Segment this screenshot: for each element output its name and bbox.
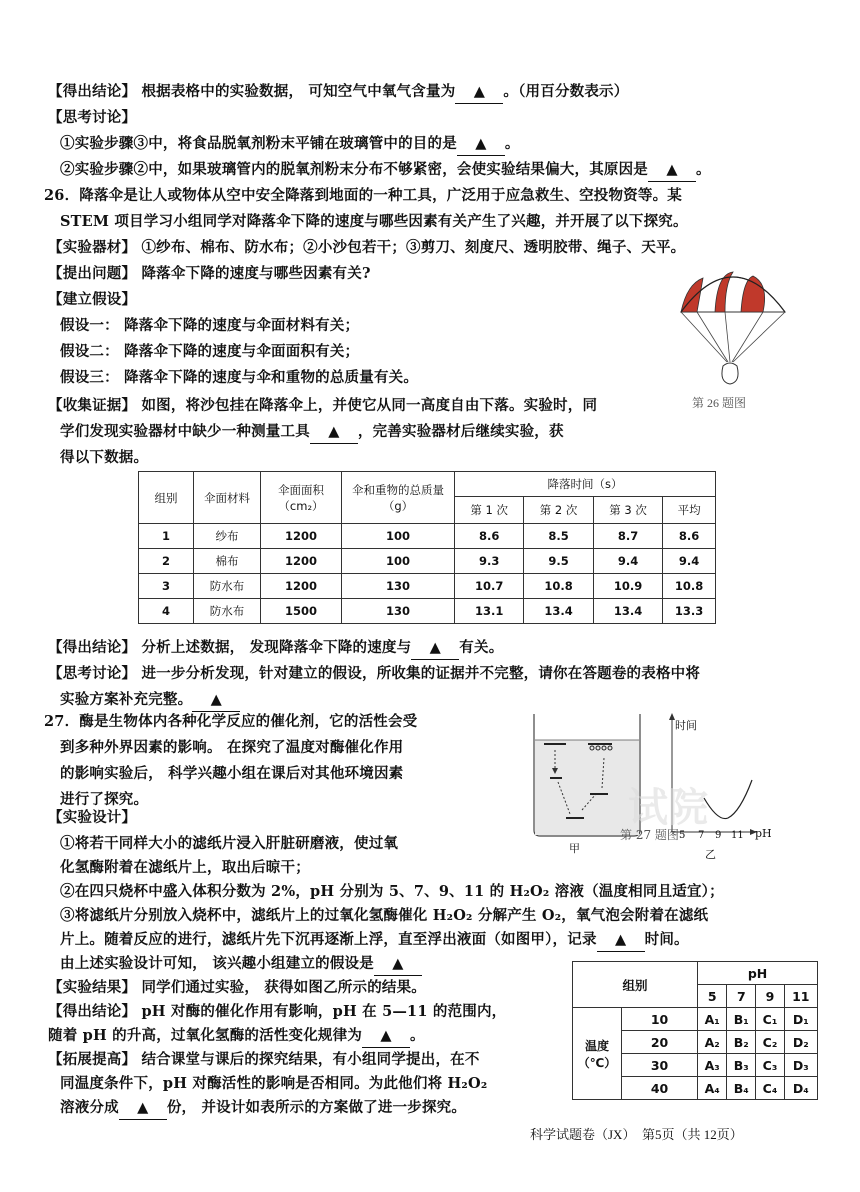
cell: 100	[342, 549, 455, 574]
cell: 10.9	[593, 574, 662, 599]
cell: 130	[342, 574, 455, 599]
cell: 4	[139, 599, 194, 624]
ph-value: 11	[784, 985, 817, 1008]
answer-blank[interactable]: ▲	[457, 133, 505, 156]
cell: C₂	[756, 1031, 784, 1054]
header-mass: 伞和重物的总质量（g）	[342, 472, 455, 524]
line: 由上述实验设计可知， 该兴趣小组建立的假设是 ▲	[60, 953, 422, 976]
cell: 3	[139, 574, 194, 599]
cell: 13.3	[663, 599, 716, 624]
answer-blank[interactable]: ▲	[119, 1097, 167, 1120]
cell: 棉布	[194, 549, 261, 574]
line: 学们发现实验器材中缺少一种测量工具 ▲ ，完善实验器材后继续实验，获	[60, 421, 564, 444]
tick-label: 11	[731, 830, 744, 841]
line: 假设二： 降落伞下降的速度与伞面面积有关；	[60, 343, 360, 360]
ph-value: 9	[756, 985, 784, 1008]
line: 片上。随着反应的进行，滤纸片先下沉再逐渐上浮，直至浮出液面（如图甲），记录 ▲ 时间。	[60, 929, 689, 952]
cell: 8.6	[455, 524, 524, 549]
cell: 纱布	[194, 524, 261, 549]
cell: B₄	[727, 1077, 756, 1100]
watermark: 试院	[628, 784, 708, 831]
question-26: 26．降落伞是让人或物体从空中安全降落到地面的一种工具，广泛用于应急救生、空投物资等。某	[44, 187, 682, 204]
tick-label: 5	[679, 830, 686, 841]
line: 得以下数据。	[60, 449, 149, 466]
line: STEM 项目学习小组同学对降落伞下降的速度与哪些因素有关产生了兴趣，并开展了以下探究。	[60, 213, 688, 230]
cell: 10.8	[663, 574, 716, 599]
line: ②在四只烧杯中盛入体积分数为 2%，pH 分别为 5、7、9、11 的 H₂O₂ 溶液（温度相同且适宜）；	[60, 883, 724, 900]
cell: D₃	[784, 1054, 817, 1077]
cell: 13.4	[524, 599, 593, 624]
cell: 13.1	[455, 599, 524, 624]
cell: 130	[342, 599, 455, 624]
line: 【收集证据】 如图，将沙包挂在降落伞上，并使它从同一高度自由下落。实验时，同	[48, 397, 598, 414]
cell: D₂	[784, 1031, 817, 1054]
line: 实验方案补充完整。 ▲	[60, 689, 240, 712]
parachute-data-table	[138, 471, 716, 624]
header-t3: 第 3 次	[593, 497, 662, 524]
cell: 10.7	[455, 574, 524, 599]
header-avg: 平均	[663, 497, 716, 524]
header-ph: pH	[698, 962, 818, 985]
cell: 9.4	[663, 549, 716, 574]
answer-blank[interactable]: ▲	[374, 953, 422, 976]
header-material: 伞面材料	[194, 472, 261, 524]
line: 同温度条件下，pH 对酶活性的影响是否相同。为此他们将 H₂O₂	[60, 1075, 488, 1092]
answer-blank[interactable]: ▲	[192, 689, 240, 712]
temp-value: 30	[622, 1054, 698, 1077]
line: 【提出问题】 降落伞下降的速度与哪些因素有关?	[48, 265, 371, 282]
ph-value: 5	[698, 985, 727, 1008]
header-time: 降落时间（s）	[455, 472, 716, 497]
cell: 防水布	[194, 599, 261, 624]
line: ①实验步骤③中，将食品脱氧剂粉末平铺在玻璃管中的目的是 ▲ 。	[60, 133, 520, 156]
header-temp: 温度（℃）	[573, 1008, 622, 1100]
header-group: 组别	[573, 962, 698, 1008]
cell: 100	[342, 524, 455, 549]
header-t2: 第 2 次	[524, 497, 593, 524]
figure-26-caption: 第 26 题图	[692, 396, 747, 410]
header-t1: 第 1 次	[455, 497, 524, 524]
cell: 2	[139, 549, 194, 574]
answer-blank[interactable]: ▲	[648, 159, 696, 182]
table-row	[573, 1008, 818, 1031]
line: 到多种外界因素的影响。 在探究了温度对酶催化作用	[60, 739, 404, 756]
ph-value: 7	[727, 985, 756, 1008]
line: 【得出结论】 分析上述数据， 发现降落伞下降的速度与 ▲ 有关。	[48, 637, 503, 660]
temp-value: 40	[622, 1077, 698, 1100]
table-row	[139, 524, 716, 549]
temp-value: 10	[622, 1008, 698, 1031]
line: 【实验结果】 同学们通过实验， 获得如图乙所示的结果。	[48, 979, 426, 996]
label-yi: 乙	[705, 848, 716, 861]
line: 【建立假设】	[48, 291, 137, 308]
line: 【实验器材】 ①纱布、棉布、防水布；②小沙包若干；③剪刀、刻度尺、透明胶带、绳子、天平。	[48, 239, 686, 256]
tick-label: 7	[698, 830, 705, 841]
table-row	[139, 549, 716, 574]
line: 【思考讨论】	[48, 109, 137, 126]
cell: B₁	[727, 1008, 756, 1031]
line: 溶液分成 ▲ 份， 并设计如表所示的方案做了进一步探究。	[60, 1097, 466, 1120]
cell: B₂	[727, 1031, 756, 1054]
axis-x-label: pH	[755, 827, 772, 840]
line: ②实验步骤②中，如果玻璃管内的脱氧剂粉末分布不够紧密，会使实验结果偏大，其原因是 ▲ 。	[60, 159, 711, 182]
answer-blank[interactable]: ▲	[310, 421, 358, 444]
ph-temperature-table	[572, 961, 818, 1100]
cell: C₁	[756, 1008, 784, 1031]
tick-label: 9	[715, 830, 722, 841]
line: 【得出结论】 根据表格中的实验数据， 可知空气中氧气含量为 ▲ 。（用百分数表示）	[48, 81, 628, 104]
header-group: 组别	[139, 472, 194, 524]
table-row	[139, 599, 716, 624]
cell: C₄	[756, 1077, 784, 1100]
figure-27-caption: 第 27 题图	[620, 828, 679, 842]
cell: D₄	[784, 1077, 817, 1100]
question-27: 27．酶是生物体内各种化学反应的催化剂，它的活性会受	[44, 713, 418, 730]
page-footer: 科学试题卷（JX） 第5页（共 12页）	[530, 1127, 743, 1142]
table-row	[139, 574, 716, 599]
axis-y-label: 时间	[675, 719, 697, 732]
cell: 1200	[261, 549, 342, 574]
line: 随着 pH 的升高，过氧化氢酶的活性变化规律为 ▲ 。	[48, 1025, 425, 1048]
cell: B₃	[727, 1054, 756, 1077]
cell: 防水布	[194, 574, 261, 599]
line: 化氢酶附着在滤纸片上，取出后晾干；	[60, 859, 310, 876]
cell: A₁	[698, 1008, 727, 1031]
cell: 1200	[261, 524, 342, 549]
cell: 8.7	[593, 524, 662, 549]
cell: 8.6	[663, 524, 716, 549]
cell: A₃	[698, 1054, 727, 1077]
cell: 13.4	[593, 599, 662, 624]
line: 假设一： 降落伞下降的速度与伞面材料有关；	[60, 317, 360, 334]
cell: 9.3	[455, 549, 524, 574]
line: 【拓展提高】 结合课堂与课后的探究结果，有小组同学提出，在不	[48, 1051, 480, 1068]
answer-blank[interactable]: ▲	[455, 81, 503, 104]
label-jia: 甲	[569, 842, 580, 855]
cell: C₃	[756, 1054, 784, 1077]
header-area: 伞面面积（cm₂）	[261, 472, 342, 524]
cell: A₂	[698, 1031, 727, 1054]
line: 假设三： 降落伞下降的速度与伞和重物的总质量有关。	[60, 369, 419, 386]
temp-value: 20	[622, 1031, 698, 1054]
cell: 1	[139, 524, 194, 549]
line: 进行了探究。	[60, 791, 149, 808]
line: ③将滤纸片分别放入烧杯中，滤纸片上的过氧化氢酶催化 H₂O₂ 分解产生 O₂，氧气泡会附着在滤纸	[60, 907, 709, 924]
line: 【思考讨论】 进一步分析发现，针对建立的假设，所收集的证据并不完整，请你在答题卷的表格中将	[48, 665, 701, 682]
line: ①将若干同样大小的滤纸片浸入肝脏研磨液，使过氧	[60, 835, 399, 852]
answer-blank[interactable]: ▲	[362, 1025, 410, 1048]
cell: 1200	[261, 574, 342, 599]
line: 【得出结论】 pH 对酶的催化作用有影响，pH 在 5—11 的范围内，	[48, 1003, 507, 1020]
cell: 9.5	[524, 549, 593, 574]
cell: A₄	[698, 1077, 727, 1100]
line: 的影响实验后， 科学兴趣小组在课后对其他环境因素	[60, 765, 404, 782]
answer-blank[interactable]: ▲	[597, 929, 645, 952]
cell: 1500	[261, 599, 342, 624]
cell: 10.8	[524, 574, 593, 599]
cell: D₁	[784, 1008, 817, 1031]
answer-blank[interactable]: ▲	[411, 637, 459, 660]
line: 【实验设计】	[48, 809, 137, 826]
cell: 8.5	[524, 524, 593, 549]
cell: 9.4	[593, 549, 662, 574]
